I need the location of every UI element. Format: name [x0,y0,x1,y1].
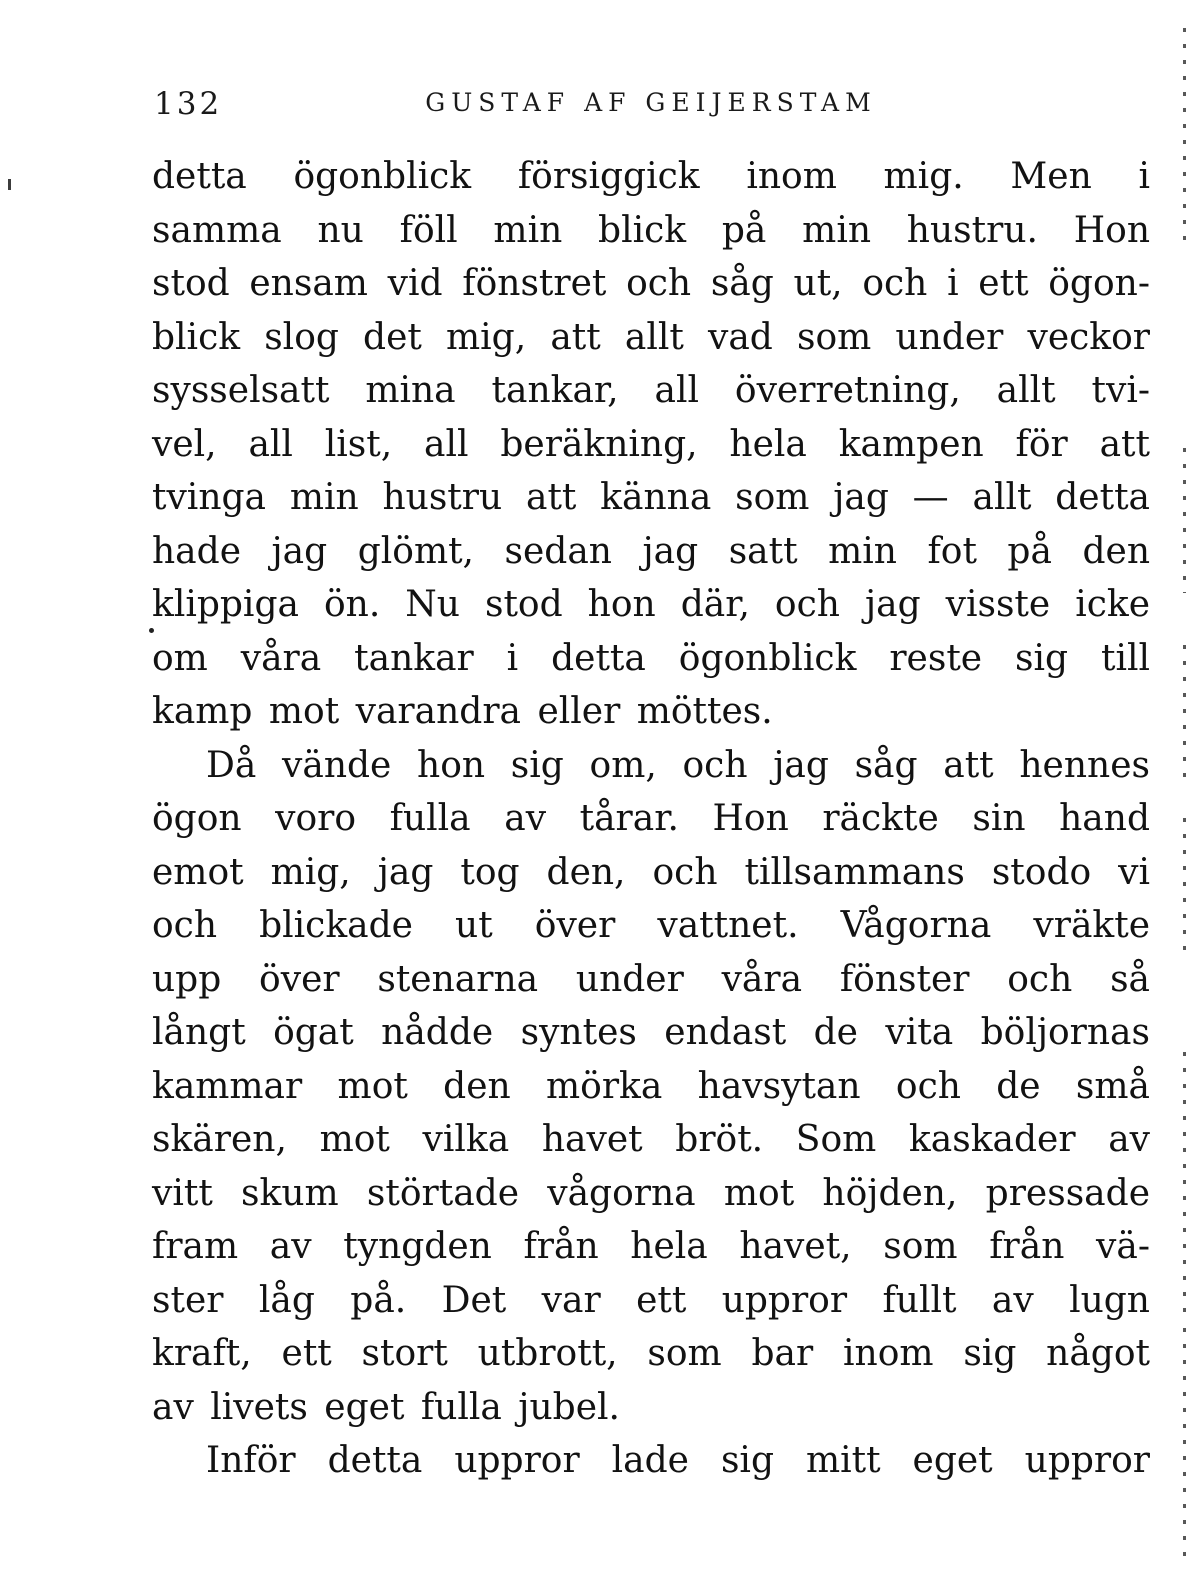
text-line: sysselsatt mina tankar, all överretning, allt tvi- [152,370,1150,411]
text-line: skären, mot vilka havet bröt. Som kaskader av [152,1119,1150,1160]
text-line: kraft, ett stort utbrott, som bar inom sig något [152,1333,1150,1374]
text-line: och blickade ut över vattnet. Vågorna vräkte [152,905,1150,946]
text-line: kamp mot varandra eller möttes. [152,691,773,732]
scan-artifact-dotted-line [1183,645,1186,780]
scan-artifact-dotted-line [1183,28,1186,243]
text-line: emot mig, jag tog den, och tillsammans stodo vi [152,851,1150,893]
running-title: GUSTAF AF GEIJERSTAM [425,88,877,117]
text-line: ögon voro fulla av tårar. Hon räckte sin hand [152,798,1150,839]
text-line: om våra tankar i detta ögonblick reste sig till [152,637,1150,679]
text-line paragraph-start: Inför detta uppror lade sig mitt eget uppror [206,1440,1150,1481]
text-line: fram av tyngden från hela havet, som från vä- [152,1226,1150,1267]
scan-artifact-speck [149,628,154,633]
text-line: detta ögonblick försiggick inom mig. Men i [152,156,1150,197]
page-number: 132 [154,86,223,122]
text-line: stod ensam vid fönstret och såg ut, och i ett ögon- [152,263,1150,304]
text-line paragraph-start: Då vände hon sig om, och jag såg att hennes [206,744,1150,786]
text-line: av livets eget fulla jubel. [152,1386,620,1428]
text-line: blick slog det mig, att allt vad som under veckor [152,316,1150,358]
text-line: klippiga ön. Nu stod hon där, och jag visste icke [152,584,1150,625]
text-line: kammar mot den mörka havsytan och de små [152,1065,1150,1107]
page-header [152,84,1150,124]
text-line: vitt skum störtade vågorna mot höjden, pressade [152,1172,1150,1214]
body-text [152,150,1150,1488]
text-line: upp över stenarna under våra fönster och så [152,958,1150,1000]
scan-artifact-dotted-line [1183,1052,1186,1314]
text-line: samma nu föll min blick på min hustru. Hon [152,209,1150,251]
text-line: ster låg på. Det var ett uppror fullt av lugn [152,1279,1150,1321]
text-line: långt ögat nådde syntes endast de vita böljornas [152,1012,1150,1053]
text-line: hade jag glömt, sedan jag satt min fot på den [152,530,1150,572]
scan-artifact-dotted-line [1183,818,1186,950]
scan-artifact-speck [8,179,11,190]
text-line: tvinga min hustru att känna som jag — allt detta [152,477,1150,518]
scan-artifact-dotted-line [1183,448,1186,593]
text-line: vel, all list, all beräkning, hela kampen för att [152,423,1150,465]
scan-artifact-dotted-line [1183,1328,1186,1563]
